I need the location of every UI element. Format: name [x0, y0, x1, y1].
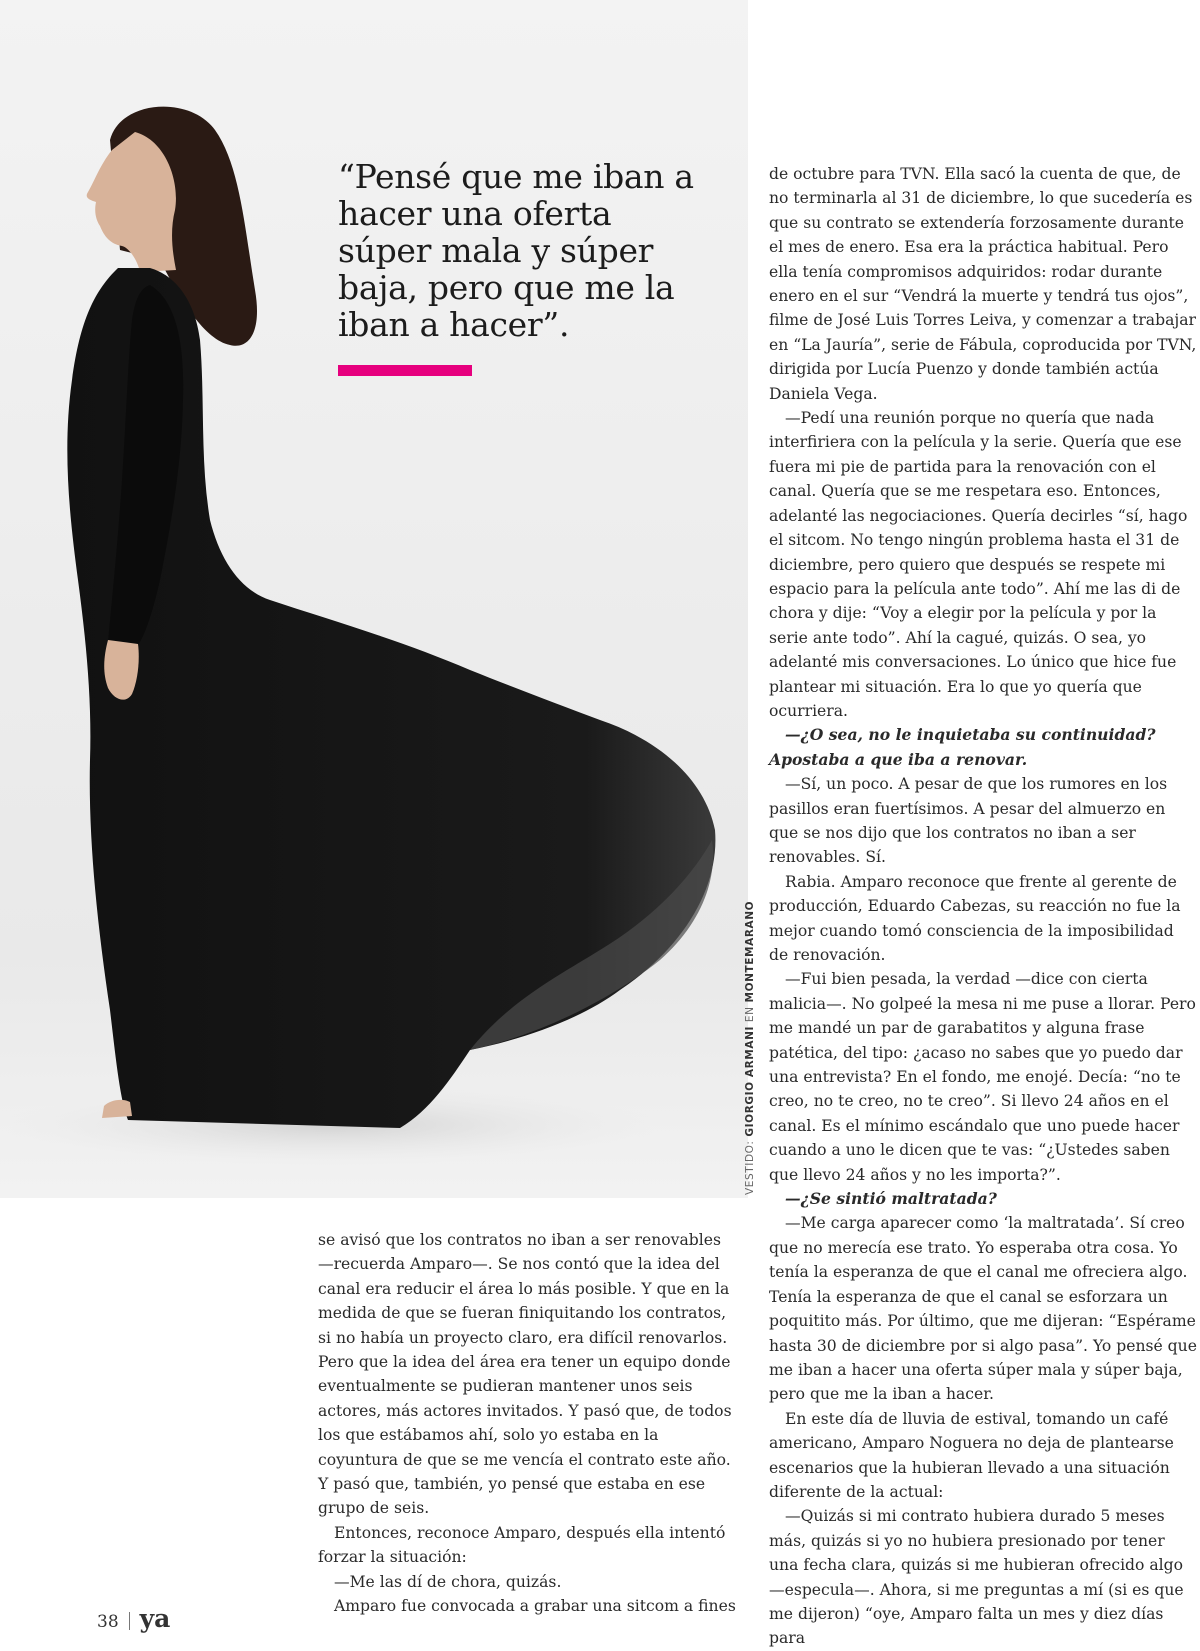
- interview-question: —¿Se sintió maltratada?: [785, 1189, 997, 1209]
- paragraph: Rabia. Amparo reconoce que frente al gerente de producción, Eduardo Cabezas, su reacción no fue la mejor cuando tomó consciencia de la imposibilidad de renovación.: [769, 872, 1181, 964]
- paragraph: —Quizás si mi contrato hubiera durado 5 meses más, quizás si yo no hubiera presionado por tener una fecha clara, quizás si me hubieran ofrecido algo —especula—. Ahora, si me preguntas a mí (si es que me dijeron) “oye, Amparo falta un mes y diez días para: [769, 1507, 1184, 1648]
- footer-divider: [129, 1612, 130, 1630]
- page-number: 38: [97, 1612, 119, 1632]
- article-column-right: [769, 162, 1197, 1651]
- paragraph: de octubre para TVN. Ella sacó la cuenta de que, de no terminarla al 31 de diciembre, lo que sucedería es que su contrato se extendería forzosamente durante el mes de enero. Esa era la práctica habitual. Pero ella tenía compromisos adquiridos: rodar durante enero en el sur “Vendrá la muerte y tendrá tus ojos”, filme de José Luis Torres Leiva, y comenzar a trabajar en “La Jauría”, serie de Fábula, coproducida por TVN, dirigida por Lucía Puenzo y donde también actúa Daniela Vega.: [769, 165, 1197, 403]
- article-column-left: [318, 1228, 736, 1619]
- paragraph: —Me carga aparecer como ‘la maltratada’. Sí creo que no merecía ese trato. Yo esperaba otra cosa. Yo tenía la esperanza de que el canal me ofreciera algo. Tenía la esperanza de que el canal se esforzara un poquitito más. Por último, que me dijeran: “Espérame hasta 30 de diciembre por si algo pasa”. Yo pensé que me iban a hacer una oferta súper mala y súper baja, pero que me la iban a hacer.: [769, 1214, 1197, 1404]
- page-footer: [97, 1604, 170, 1633]
- credit-brand: GIORGIO ARMANI: [744, 1026, 756, 1137]
- paragraph: Amparo fue convocada a grabar una sitcom a fines: [334, 1597, 736, 1616]
- credit-prefix: VESTIDO:: [744, 1136, 756, 1195]
- magazine-logo: ya: [139, 1604, 171, 1633]
- photo-credit: [744, 901, 756, 1195]
- paragraph: —Pedí una reunión porque no quería que nada interfiriera con la película y la serie. Quería que ese fuera mi pie de partida para la renovación con el canal. Quería que se me respetara eso. Entonces, adelanté las negociaciones. Quería decirles “sí, hago el sitcom. No tengo ningún problema hasta el 31 de diciembre, pero quiero que después se respete mi espacio para la película ante todo”. Ahí me las di de chora y dije: “Voy a elegir por la película y por la serie ante todo”. Ahí la cagué, quizás. O sea, yo adelanté mis conversaciones. Lo único que hice fue plantear mi situación. Era lo que yo quería que ocurriera.: [769, 409, 1188, 720]
- paragraph: Entonces, reconoce Amparo, después ella intentó forzar la situación:: [318, 1523, 726, 1567]
- paragraph: —Me las dí de chora, quizás.: [334, 1572, 562, 1591]
- pull-quote: “Pensé que me iban a hacer una oferta súper mala y súper baja, pero que me la iban a hacer”.: [338, 157, 694, 344]
- credit-mid: EN: [744, 1002, 756, 1027]
- paragraph: En este día de lluvia de estival, tomando un café americano, Amparo Noguera no deja de plantearse escenarios que la hubieran llevado a una situación diferente de la actual:: [769, 1409, 1174, 1501]
- paragraph: se avisó que los contratos no iban a ser renovables —recuerda Amparo—. Se nos contó que la idea del canal era reducir el área lo más posible. Y que en la medida de que se fueran finiquitando los contratos, si no había un proyecto claro, era difícil renovarlos. Pero que la idea del área era tener un equipo donde eventualmente se pudieran mantener unos seis actores, más actores invitados. Y pasó que, de todos los que estábamos ahí, solo yo estaba en la coyuntura de que se me vencía el contrato este año. Y pasó que, también, yo pensé que estaba en ese grupo de seis.: [318, 1231, 732, 1518]
- paragraph: —Sí, un poco. A pesar de que los rumores en los pasillos eran fuertísimos. A pesar del almuerzo en que se nos dijo que los contratos no iban a ser renovables. Sí.: [769, 775, 1168, 867]
- credit-store: MONTEMARANO: [744, 900, 756, 1003]
- paragraph: —Fui bien pesada, la verdad —dice con cierta malicia—. No golpeé la mesa ni me puse a llorar. Pero me mandé un par de garabatitos y alguna frase patética, del tipo: ¿acaso no sabes que yo puedo dar una entrevista? En el fondo, me enojé. Decía: “no te creo, no te creo, no te creo”. Si llevo 24 años en el canal. Es el mínimo escándalo que uno puede hacer cuando a uno le dicen que te vas: “¿Ustedes saben que llevo 24 años y no les importa?”.: [769, 970, 1196, 1184]
- pull-quote-accent-bar: [338, 365, 472, 376]
- interview-question: —¿O sea, no le inquietaba su continuidad? Apostaba a que iba a renovar.: [769, 725, 1156, 769]
